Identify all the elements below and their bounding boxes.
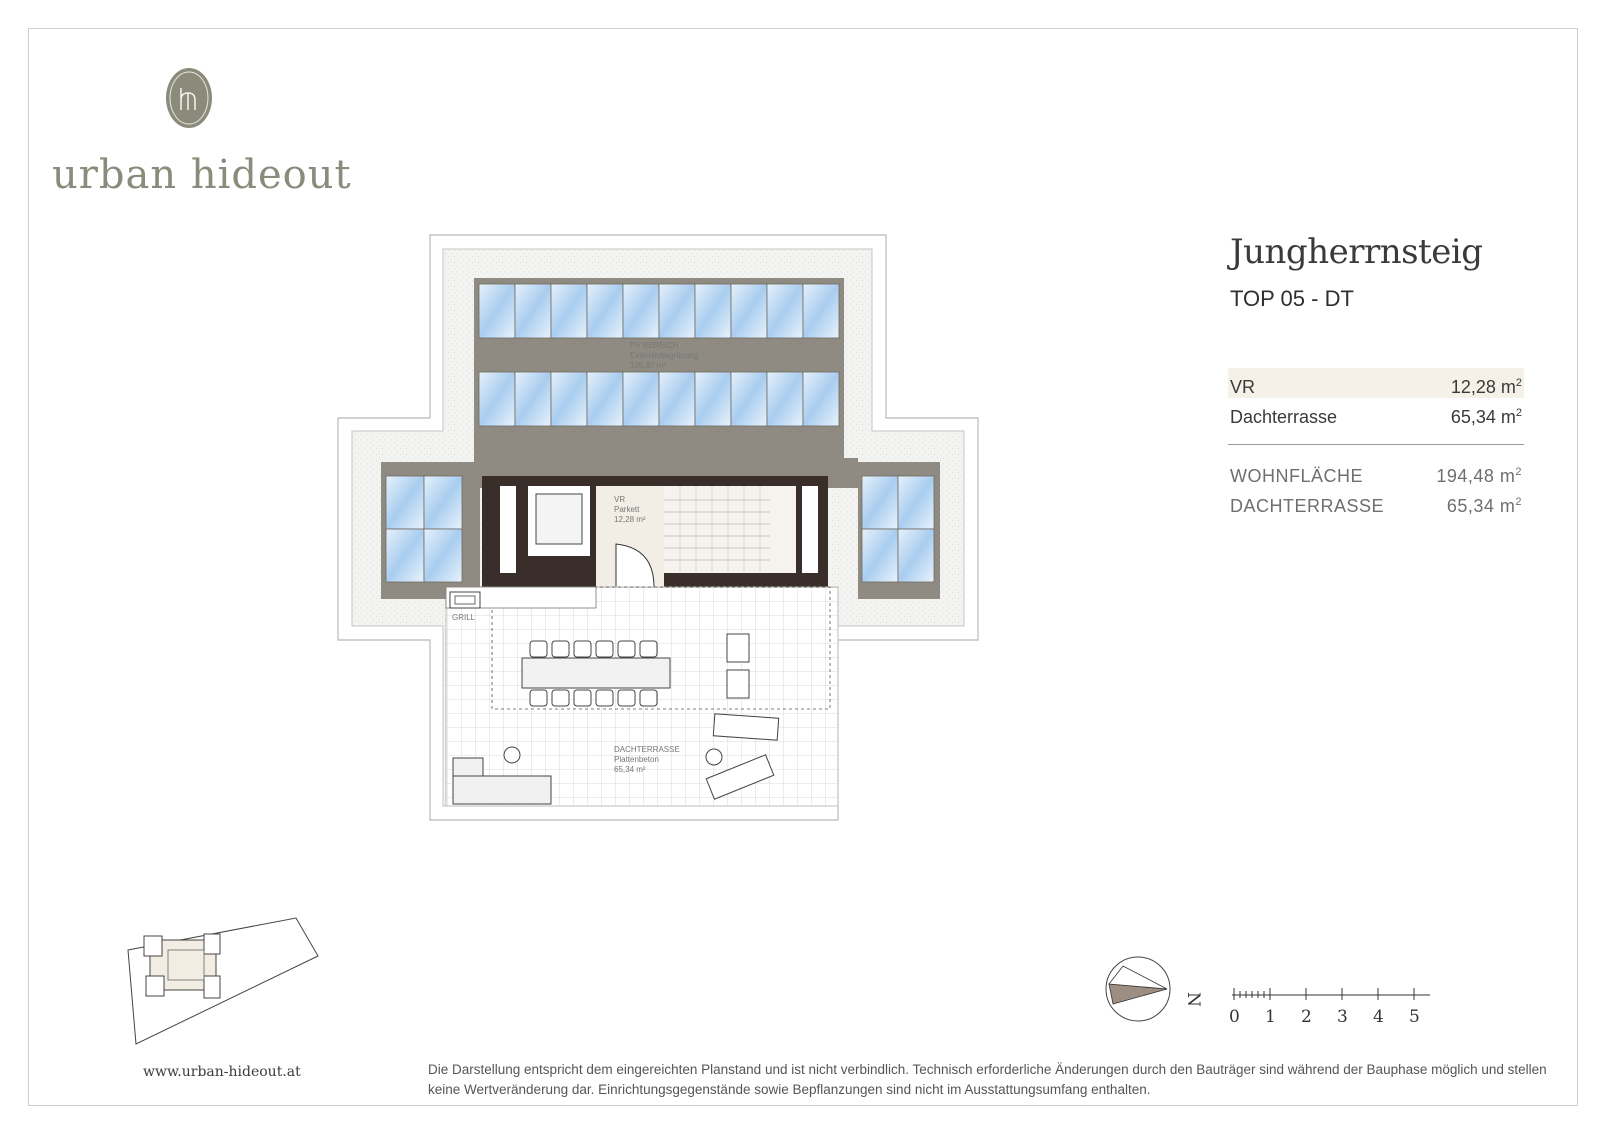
scale-bar (1180, 980, 1430, 1030)
project-title: Jungherrnsteig (1230, 232, 1483, 272)
pv-sublabel: Extensivbegrünung (630, 351, 699, 360)
area-label: VR (1230, 377, 1256, 397)
total-value: 65,34 $m^2$ (1446, 496, 1522, 516)
total-row-wohnflaeche (1228, 457, 1524, 487)
scale-tick-3: 3 (1337, 1007, 1348, 1027)
terrace-sublabel: Plattenbeton (614, 755, 659, 764)
totals-divider (1228, 444, 1524, 445)
site-plan (124, 912, 320, 1052)
scale-tick-4: 4 (1373, 1007, 1384, 1027)
area-label: Dachterrasse (1230, 407, 1338, 427)
pv-area-label: 105,97 m² (630, 361, 667, 370)
side-table (504, 747, 520, 763)
vr-sublabel: Parkett (614, 505, 640, 514)
side-table (706, 749, 722, 765)
disclaimer-text: Die Darstellung entspricht dem eingereichten Planstand und ist nicht verbindlich. Technisch erforderliche Änderungen durch den Bauträger sind während der Bauphase möglich und stellen keine Wertveränderung dar. Einrichtungsgegenstände sowie Bepflanzungen sind nicht im Ausstattungsumfang enthalten. (428, 1062, 1547, 1097)
area-value: 65,34 $m^2$ (1450, 407, 1522, 427)
dining-set (522, 641, 670, 706)
terrace-label: DACHTERRASSE (614, 745, 680, 754)
brand-name: urban hideout (52, 152, 352, 198)
vr-label: VR (614, 495, 626, 504)
grill-label: GRILL (452, 613, 476, 622)
north-label: N (1183, 992, 1203, 1007)
total-row-dachterrasse (1228, 487, 1524, 517)
pv-panels-row-1 (479, 284, 839, 338)
pv-panels-row-2 (479, 372, 839, 426)
vr-area-label: 12,28 m² (614, 515, 646, 524)
pv-label: PV BEREICH (630, 341, 679, 350)
total-label: WOHNFLÄCHE (1230, 466, 1364, 486)
scale-tick-0: 0 (1229, 1007, 1240, 1027)
armchair (727, 634, 749, 662)
area-value: 12,28 $m^2$ (1450, 377, 1522, 397)
area-row-vr (1228, 368, 1524, 398)
armchair (727, 670, 749, 698)
area-table (1228, 368, 1524, 517)
unit-code: TOP 05 - DT (1230, 286, 1354, 311)
website-link[interactable]: www.urban-hideout.at (143, 1064, 301, 1080)
total-value: 194,48 $m^2$ (1436, 466, 1522, 486)
scale-tick-5: 5 (1409, 1007, 1420, 1027)
floor-plan (0, 0, 1000, 840)
sun-lounger (713, 714, 778, 740)
terrace-area-label: 65,34 m² (614, 765, 646, 774)
area-row-dachterrasse (1228, 398, 1524, 428)
total-label: DACHTERRASSE (1230, 496, 1385, 516)
grill (450, 592, 480, 608)
north-arrow-icon (1103, 954, 1173, 1024)
scale-tick-2: 2 (1301, 1007, 1312, 1027)
scale-tick-1: 1 (1265, 1007, 1276, 1027)
